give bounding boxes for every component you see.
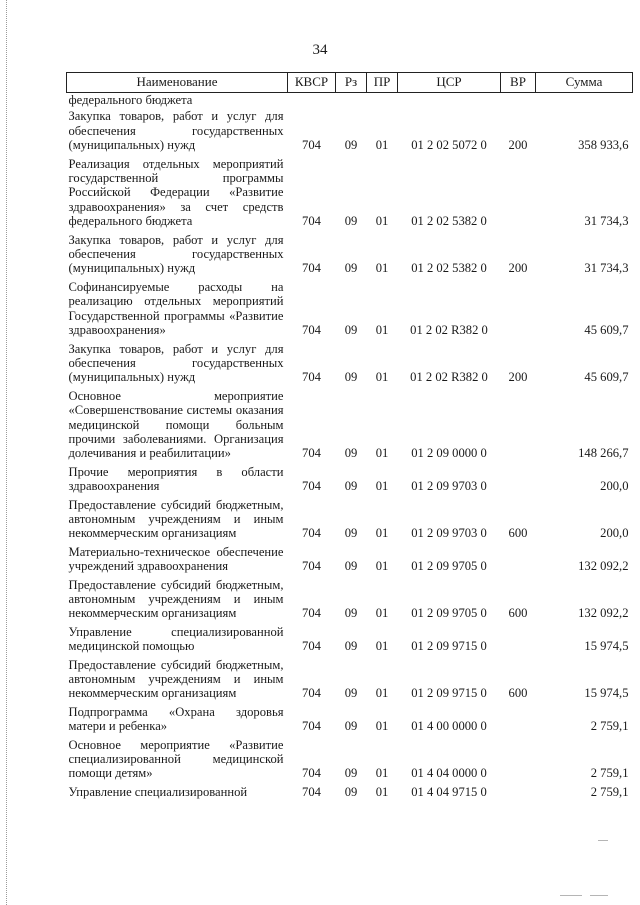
row-rz: 09 <box>344 446 358 461</box>
row-csr: 01 4 00 0000 0 <box>411 719 487 734</box>
row-vr <box>501 389 536 465</box>
row-name: Предоставление субсидий бюджетным, автономным учреждениям и иным некоммерческим организациям <box>68 657 284 701</box>
row-kvsr: 704 <box>302 214 321 229</box>
row-rz: 09 <box>344 479 358 494</box>
row-kvsr: 704 <box>302 686 321 701</box>
row-rz: 09 <box>344 261 358 276</box>
row-sum: 148 266,7 <box>578 446 629 461</box>
row-vr: 200 <box>508 138 528 153</box>
table-header <box>67 73 633 93</box>
row-name: Реализация отдельных мероприятий государственной программы Российской Федерации «Развитие здравоохранения» за счет средств федерального бюджета <box>68 156 284 229</box>
row-sum: 15 974,5 <box>584 639 629 654</box>
row-rz: 09 <box>344 214 358 229</box>
row-rz: 09 <box>344 686 358 701</box>
row-vr <box>501 465 536 498</box>
row-csr: 01 4 04 9715 0 <box>411 784 487 799</box>
table-row <box>67 465 633 498</box>
row-sum: 132 092,2 <box>578 559 629 574</box>
row-kvsr: 704 <box>302 606 321 621</box>
row-csr: 01 2 02 R382 0 <box>410 323 488 338</box>
budget-table <box>66 72 633 803</box>
row-pr: 01 <box>375 261 389 276</box>
row-vr <box>501 785 536 803</box>
row-vr: 600 <box>508 686 528 701</box>
row-rz: 09 <box>344 784 358 799</box>
row-pr: 01 <box>375 559 389 574</box>
table-row-continuation <box>67 93 633 110</box>
row-vr <box>501 545 536 578</box>
row-vr <box>501 738 536 785</box>
row-csr: 01 2 09 9703 0 <box>411 526 487 541</box>
row-pr: 01 <box>375 323 389 338</box>
row-kvsr: 704 <box>302 479 321 494</box>
row-name: Предоставление субсидий бюджетным, автономным учреждениям и иным некоммерческим организациям <box>68 497 284 541</box>
row-rz: 09 <box>344 606 358 621</box>
row-pr: 01 <box>375 606 389 621</box>
table-row <box>67 498 633 545</box>
row-sum: 45 609,7 <box>584 370 629 385</box>
header-kvsr: КВСР <box>288 73 336 93</box>
row-kvsr: 704 <box>302 766 321 781</box>
row-csr: 01 2 09 9705 0 <box>411 606 487 621</box>
row-kvsr: 704 <box>302 784 321 799</box>
row-name: Управление специализированной медицинской помощью <box>68 624 284 654</box>
row-kvsr: 704 <box>302 639 321 654</box>
row-sum: 358 933,6 <box>578 138 629 153</box>
header-name: Наименование <box>67 73 288 93</box>
row-sum: 15 974,5 <box>584 686 629 701</box>
row-name: Основное мероприятие «Совершенствование системы оказания медицинской помощи больным прочими заболеваниями. Организация долечивания и реабилитации» <box>68 388 284 461</box>
row-pr: 01 <box>375 138 389 153</box>
page-number: 34 <box>312 42 328 58</box>
row-rz: 09 <box>344 719 358 734</box>
header-pr: ПР <box>367 73 398 93</box>
row-pr: 01 <box>375 766 389 781</box>
table-row <box>67 705 633 738</box>
row-pr: 01 <box>375 370 389 385</box>
row-csr: 01 2 09 0000 0 <box>411 446 487 461</box>
row-vr <box>501 157 536 233</box>
row-csr: 01 2 02 5382 0 <box>411 261 487 276</box>
row-kvsr: 704 <box>302 370 321 385</box>
row-kvsr: 704 <box>302 526 321 541</box>
row-name: Прочие мероприятия в области здравоохранения <box>68 464 284 494</box>
row-name: Закупка товаров, работ и услуг для обеспечения государственных (муниципальных) нужд <box>68 341 284 385</box>
row-pr: 01 <box>375 214 389 229</box>
row-name: Предоставление субсидий бюджетным, автономным учреждениям и иным некоммерческим организациям <box>68 577 284 621</box>
table-body <box>67 93 633 804</box>
row-name: Софинансируемые расходы на реализацию отдельных мероприятий Государственной программы «Развитие здравоохранения» <box>68 279 284 338</box>
row-vr <box>501 280 536 342</box>
row-kvsr: 704 <box>302 323 321 338</box>
row-vr: 200 <box>508 370 528 385</box>
row-sum: 2 759,1 <box>590 784 629 799</box>
row-name: Материально-техническое обеспечение учреждений здравоохранения <box>68 544 284 574</box>
header-csr: ЦСР <box>398 73 501 93</box>
row-kvsr: 704 <box>302 559 321 574</box>
row-pr: 01 <box>375 526 389 541</box>
table-row <box>67 342 633 389</box>
table-row <box>67 157 633 233</box>
row-kvsr: 704 <box>302 719 321 734</box>
row-name: Управление специализированной <box>68 784 248 799</box>
row-sum: 2 759,1 <box>590 766 629 781</box>
row-pr: 01 <box>375 686 389 701</box>
table-row <box>67 233 633 280</box>
row-vr <box>501 625 536 658</box>
header-sum: Сумма <box>536 73 633 93</box>
row-csr: 01 2 09 9715 0 <box>411 686 487 701</box>
row-csr: 01 2 09 9715 0 <box>411 639 487 654</box>
row-pr: 01 <box>375 479 389 494</box>
table-row <box>67 545 633 578</box>
table-row <box>67 658 633 705</box>
table-row <box>67 625 633 658</box>
row-kvsr: 704 <box>302 261 321 276</box>
scan-speck <box>598 840 608 841</box>
row-sum: 31 734,3 <box>584 261 629 276</box>
table-row <box>67 578 633 625</box>
row-sum: 31 734,3 <box>584 214 629 229</box>
row-csr: 01 2 02 5072 0 <box>411 138 487 153</box>
row-rz: 09 <box>344 370 358 385</box>
row-vr: 600 <box>508 606 528 621</box>
row-rz: 09 <box>344 639 358 654</box>
table-row <box>67 280 633 342</box>
row-sum: 45 609,7 <box>584 323 629 338</box>
table-row <box>67 109 633 156</box>
row-rz: 09 <box>344 138 358 153</box>
row-kvsr: 704 <box>302 138 321 153</box>
row-csr: 01 4 04 0000 0 <box>411 766 487 781</box>
row-pr: 01 <box>375 446 389 461</box>
row-rz: 09 <box>344 559 358 574</box>
row-pr: 01 <box>375 639 389 654</box>
header-rz: Рз <box>336 73 367 93</box>
row-sum: 2 759,1 <box>590 719 629 734</box>
row-csr: 01 2 02 5382 0 <box>411 214 487 229</box>
row-name: Основное мероприятие «Развитие специализированной медицинской помощи детям» <box>68 737 284 781</box>
scan-speck <box>560 895 582 896</box>
table-row <box>67 389 633 465</box>
header-vr: ВР <box>501 73 536 93</box>
scan-speck <box>590 895 608 896</box>
row-vr: 200 <box>508 261 528 276</box>
row-name: Закупка товаров, работ и услуг для обеспечения государственных (муниципальных) нужд <box>68 109 284 153</box>
continuation-name: федерального бюджета <box>68 93 193 107</box>
row-sum: 200,0 <box>600 479 629 494</box>
row-rz: 09 <box>344 526 358 541</box>
row-name: Подпрограмма «Охрана здоровья матери и ребенка» <box>68 704 284 734</box>
scan-edge-dotted-line <box>6 0 7 905</box>
row-csr: 01 2 02 R382 0 <box>410 370 488 385</box>
row-csr: 01 2 09 9703 0 <box>411 479 487 494</box>
row-name: Закупка товаров, работ и услуг для обеспечения государственных (муниципальных) нужд <box>68 232 284 276</box>
row-pr: 01 <box>375 784 389 799</box>
row-rz: 09 <box>344 766 358 781</box>
row-csr: 01 2 09 9705 0 <box>411 559 487 574</box>
row-rz: 09 <box>344 323 358 338</box>
row-kvsr: 704 <box>302 446 321 461</box>
row-sum: 200,0 <box>600 526 629 541</box>
row-sum: 132 092,2 <box>578 606 629 621</box>
row-pr: 01 <box>375 719 389 734</box>
table-row <box>67 738 633 785</box>
table-row <box>67 785 633 803</box>
row-vr <box>501 705 536 738</box>
row-vr: 600 <box>508 526 528 541</box>
